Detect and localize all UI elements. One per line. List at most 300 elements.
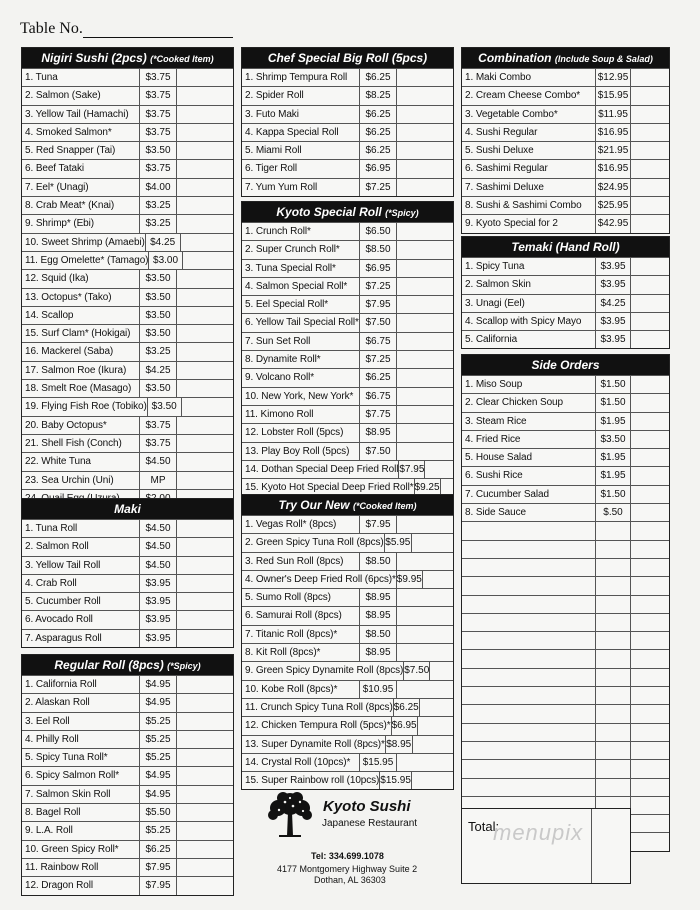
blank-cell (595, 559, 630, 576)
menu-item-row (462, 141, 669, 159)
menu-item-name: 10. Kobe Roll (8pcs)* (245, 683, 338, 695)
menu-item-name: 10. New York, New York* (245, 390, 354, 402)
menu-item-price: $4.25 (145, 234, 180, 251)
menu-item-name: 4. Sushi Regular (465, 126, 538, 138)
menu-item-name: 21. Shell Fish (Conch) (25, 437, 122, 449)
menu-item-price: $7.75 (359, 406, 396, 423)
blank-cell (630, 559, 669, 576)
menu-item-quantity-field (422, 571, 453, 588)
menu-item-row (22, 803, 233, 821)
chef-special-header (242, 48, 453, 68)
regular-roll-title: Regular Roll (8pcs) (54, 658, 164, 672)
menu-item-quantity-field (396, 333, 453, 350)
menu-item-name: 3. Steam Rice (465, 415, 527, 427)
menu-item-price: $5.25 (139, 822, 176, 839)
menu-item-name: 2. Cream Cheese Combo* (465, 90, 581, 102)
menu-item-name: 1. Crunch Roll* (245, 226, 311, 237)
menu-item-row (242, 771, 453, 789)
menu-item-name: 22. White Tuna (25, 456, 91, 468)
blank-cell (595, 742, 630, 759)
menu-item-price: $4.50 (139, 538, 176, 555)
menu-item-quantity-field (396, 553, 453, 570)
menu-item-quantity-field (396, 424, 453, 441)
menu-item-price: $6.25 (359, 369, 396, 386)
menu-item-price: $8.50 (359, 626, 396, 643)
menu-item-quantity-field (176, 435, 233, 452)
menu-item-row (22, 730, 233, 748)
menu-item-row (22, 858, 233, 876)
menu-item-row (242, 753, 453, 771)
menu-item-name: 12. Lobster Roll (5pcs) (245, 427, 344, 439)
menu-item-quantity-field (396, 142, 453, 159)
menu-item-row (242, 68, 453, 86)
blank-cell (630, 614, 669, 631)
side-orders-section (461, 354, 670, 852)
restaurant-address-line1: 4177 Montgomery Highway Suite 2 (277, 864, 418, 874)
menu-item-row (22, 748, 233, 766)
blank-cell (630, 596, 669, 613)
blank-row (462, 741, 669, 759)
menu-item-row (22, 105, 233, 123)
menu-item-row (22, 233, 233, 251)
menu-item-quantity-field (176, 557, 233, 574)
menu-item-name: 7. Eel* (Unagi) (25, 181, 89, 193)
menu-item-quantity-field (176, 749, 233, 766)
menu-item-name: 8. Side Sauce (465, 507, 526, 519)
blank-cell (630, 760, 669, 777)
menu-item-price: $3.25 (139, 197, 176, 214)
kyoto-special-note: (*Spicy) (385, 208, 419, 218)
menu-item-quantity-field (181, 398, 233, 415)
restaurant-subtitle: Japanese Restaurant (322, 818, 418, 829)
menu-item-quantity-field (630, 486, 669, 503)
menu-item-quantity-field (630, 449, 669, 466)
menu-item-row (22, 766, 233, 784)
menu-item-row (462, 257, 669, 275)
menu-item-row (242, 423, 453, 441)
menu-item-quantity-field (417, 717, 453, 734)
blank-cell (462, 650, 595, 667)
blank-cell (462, 614, 595, 631)
menu-item-price: $8.95 (385, 736, 412, 753)
watermark: menupix (493, 820, 584, 845)
maki-section (21, 498, 234, 648)
menu-item-row (22, 574, 233, 592)
menu-item-price: $3.75 (139, 160, 176, 177)
menu-item-price: $3.75 (139, 124, 176, 141)
menu-item-row (242, 368, 453, 386)
menu-item-name: 23. Sea Urchin (Uni) (25, 474, 114, 486)
menu-item-quantity-field (176, 731, 233, 748)
menu-item-row (462, 68, 669, 86)
menu-item-quantity-field (630, 467, 669, 484)
blank-cell (630, 650, 669, 667)
blank-cell (462, 577, 595, 594)
menu-item-quantity-field (396, 278, 453, 295)
blank-cell (462, 541, 595, 558)
menu-item-quantity-field (176, 877, 233, 894)
menu-item-price: $6.25 (393, 699, 419, 716)
menu-item-price: $16.95 (595, 124, 630, 141)
menu-item-row (462, 448, 669, 466)
menu-item-row (22, 251, 233, 269)
blank-row (462, 649, 669, 667)
menu-item-row (22, 159, 233, 177)
menu-item-row (22, 452, 233, 470)
menu-item-quantity-field (176, 453, 233, 470)
blank-row (462, 521, 669, 539)
total-label: Total: (468, 819, 500, 834)
menu-item-price: $8.95 (359, 607, 396, 624)
menu-item-price: $16.95 (595, 160, 630, 177)
menu-item-price: $7.25 (359, 278, 396, 295)
menu-item-name: 18. Smelt Roe (Masago) (25, 383, 132, 395)
blank-cell (630, 779, 669, 796)
menu-item-quantity-field (176, 767, 233, 784)
blank-row (462, 595, 669, 613)
menu-item-name: 7. Cucumber Salad (465, 488, 549, 500)
menu-item-quantity-field (176, 106, 233, 123)
menu-item-quantity-field (176, 362, 233, 379)
menu-item-price: $8.25 (359, 87, 396, 104)
menu-item-quantity-field (176, 307, 233, 324)
menu-item-price: $3.95 (139, 611, 176, 628)
menu-item-quantity-field (630, 276, 669, 293)
menu-item-row (242, 277, 453, 295)
menu-item-name: 2. Salmon Roll (25, 541, 89, 553)
menu-item-price: $4.25 (139, 362, 176, 379)
menu-item-quantity-field (396, 589, 453, 606)
menu-item-quantity-field (396, 607, 453, 624)
menu-item-quantity-field (176, 611, 233, 628)
menu-item-price: $1.95 (595, 413, 630, 430)
menu-item-row (462, 466, 669, 484)
menu-item-name: 14. Dothan Special Deep Fried Roll (245, 463, 399, 475)
blank-cell (630, 705, 669, 722)
menu-item-quantity-field (176, 380, 233, 397)
menu-item-quantity-field (630, 142, 669, 159)
menu-item-quantity-field (176, 822, 233, 839)
menu-item-row (242, 350, 453, 368)
blank-row (462, 668, 669, 686)
menu-item-row (242, 716, 453, 734)
menu-item-name: 10. Sweet Shrimp (Amaebi) (25, 236, 145, 248)
menu-item-quantity-field (411, 534, 453, 551)
menu-item-quantity-field (176, 215, 233, 232)
menu-item-quantity-field (630, 160, 669, 177)
menu-item-name: 9. Volcano Roll* (245, 372, 315, 384)
blank-cell (630, 724, 669, 741)
menu-item-row (462, 503, 669, 521)
menu-item-row (462, 485, 669, 503)
kyoto-special-section (241, 201, 454, 497)
chef-special-section (241, 47, 454, 197)
menu-item-row (22, 471, 233, 489)
menu-item-name: 4. Scallop with Spicy Mayo (465, 315, 582, 327)
menu-item-row (22, 397, 233, 415)
blank-cell (595, 724, 630, 741)
menu-item-row (22, 416, 233, 434)
menu-item-price: $4.50 (139, 557, 176, 574)
menu-item-row (22, 196, 233, 214)
menu-item-quantity-field (396, 179, 453, 196)
menu-item-name: 8. Bagel Roll (25, 807, 81, 819)
menu-item-price: $3.95 (139, 575, 176, 592)
menu-item-row (22, 675, 233, 693)
menu-item-price: $6.95 (359, 260, 396, 277)
menu-item-quantity-field (176, 472, 233, 489)
menu-item-row (242, 123, 453, 141)
menu-item-name: 4. Kappa Special Roll (245, 126, 339, 138)
menu-item-name: 14. Crystal Roll (10pcs)* (245, 756, 351, 768)
menu-item-row (242, 159, 453, 177)
menu-item-name: 9. Shrimp* (Ebi) (25, 218, 94, 230)
menu-item-name: 11. Kimono Roll (245, 408, 314, 420)
restaurant-logo-block (265, 790, 455, 890)
blank-row (462, 778, 669, 796)
menu-item-name: 1. Vegas Roll* (8pcs) (245, 519, 337, 530)
menu-item-row (242, 570, 453, 588)
menu-item-row (22, 693, 233, 711)
menu-item-price: $1.50 (595, 394, 630, 411)
blank-cell (462, 632, 595, 649)
menu-item-name: 2. Super Crunch Roll* (245, 244, 340, 256)
blank-row (462, 686, 669, 704)
menu-item-quantity-field (176, 417, 233, 434)
menu-item-name: 5. Spicy Tuna Roll* (25, 752, 108, 764)
menu-item-price: $3.50 (139, 380, 176, 397)
menu-item-quantity-field (630, 431, 669, 448)
menu-item-price: $1.50 (595, 376, 630, 393)
menu-item-name: 7. Sun Set Roll (245, 335, 311, 347)
blank-cell (595, 596, 630, 613)
menu-item-price: $3.00 (148, 252, 181, 269)
menu-item-price: $3.95 (139, 593, 176, 610)
menu-item-quantity-field (180, 234, 233, 251)
menu-item-name: 3. Tuna Special Roll* (245, 262, 336, 274)
menu-item-row (22, 214, 233, 232)
side-orders-header (462, 355, 669, 375)
menu-item-price: $7.95 (139, 859, 176, 876)
menu-item-quantity-field (630, 413, 669, 430)
menu-item-price: $24.95 (595, 179, 630, 196)
menu-item-quantity-field (176, 630, 233, 647)
try-new-header (242, 495, 453, 515)
blank-cell (462, 596, 595, 613)
menu-item-name: 3. Yellow Tail Roll (25, 559, 101, 571)
menu-item-price: $3.50 (139, 270, 176, 287)
menu-item-price: $7.95 (139, 877, 176, 894)
bonsai-tree-icon (265, 790, 315, 840)
menu-item-name: 2. Green Spicy Tuna Roll (8pcs) (245, 537, 384, 549)
blank-cell (595, 632, 630, 649)
menu-item-price: $5.50 (139, 804, 176, 821)
blank-row (462, 704, 669, 722)
blank-cell (595, 577, 630, 594)
nigiri-section (21, 47, 234, 508)
menu-item-price: $4.00 (139, 179, 176, 196)
menu-item-quantity-field (412, 736, 453, 753)
menu-item-name: 7. Titanic Roll (8pcs)* (245, 628, 338, 640)
menu-item-price: $7.95 (359, 516, 396, 533)
menu-item-quantity-field (176, 124, 233, 141)
menu-item-row (22, 324, 233, 342)
blank-cell (595, 669, 630, 686)
menu-item-name: 8. Crab Meat* (Knai) (25, 200, 115, 212)
menu-item-name: 16. Mackerel (Saba) (25, 346, 114, 358)
menu-item-quantity-field (396, 124, 453, 141)
menu-item-row (462, 430, 669, 448)
try-new-note: (*Cooked Item) (352, 501, 417, 511)
menu-item-price: $5.25 (139, 749, 176, 766)
menu-item-price: $4.95 (139, 767, 176, 784)
menu-item-quantity-field (176, 69, 233, 86)
menu-item-name: 6. Sashimi Regular (465, 163, 548, 175)
menu-item-quantity-field (396, 87, 453, 104)
menu-item-name: 4. Crab Roll (25, 577, 77, 589)
menu-item-price: $3.50 (139, 307, 176, 324)
menu-item-row (242, 698, 453, 716)
menu-item-quantity-field (396, 516, 453, 533)
blank-row (462, 613, 669, 631)
menu-item-row (242, 661, 453, 679)
menu-item-name: 1. Tuna Roll (25, 523, 78, 534)
table-number-field (20, 20, 233, 38)
menu-item-name: 5. Sumo Roll (8pcs) (245, 592, 331, 604)
menu-item-quantity-field (396, 69, 453, 86)
menu-item-price: $1.95 (595, 467, 630, 484)
menu-item-quantity-field (396, 388, 453, 405)
menu-item-price: $1.50 (595, 486, 630, 503)
menu-item-name: 12. Chicken Tempura Roll (5pcs)* (245, 720, 391, 732)
menu-item-name: 15. Surf Clam* (Hokigai) (25, 328, 131, 340)
menu-item-quantity-field (396, 351, 453, 368)
menu-item-quantity-field (396, 260, 453, 277)
menu-item-row (242, 313, 453, 331)
menu-item-price: $3.25 (139, 215, 176, 232)
menu-item-quantity-field (176, 160, 233, 177)
menu-item-row (22, 556, 233, 574)
menu-item-row (242, 295, 453, 313)
menu-item-price: $6.25 (139, 841, 176, 858)
menu-item-price: $5.95 (384, 534, 411, 551)
menu-item-name: 11. Egg Omelette* (Tamago) (25, 254, 149, 266)
menu-item-row (242, 625, 453, 643)
menu-item-quantity-field (396, 681, 453, 698)
menu-item-name: 5. California (465, 334, 518, 346)
blank-row (462, 631, 669, 649)
menu-item-quantity-field (630, 197, 669, 214)
menu-item-name: 5. Sushi Deluxe (465, 145, 534, 157)
menu-item-price: $1.95 (595, 449, 630, 466)
menu-item-quantity-field (396, 160, 453, 177)
menu-item-name: 9. Green Spicy Dynamite Roll (8pcs) (245, 665, 404, 677)
menu-item-price: $8.50 (359, 241, 396, 258)
menu-item-row (242, 515, 453, 533)
menu-item-quantity-field (396, 644, 453, 661)
menu-item-price: $21.95 (595, 142, 630, 159)
menu-item-name: 3. Red Sun Roll (8pcs) (245, 555, 344, 567)
menu-item-name: 3. Futo Maki (245, 108, 299, 120)
menu-item-quantity-field (630, 106, 669, 123)
menu-item-price: $8.95 (359, 589, 396, 606)
menu-item-quantity-field (396, 406, 453, 423)
menu-item-quantity-field (176, 343, 233, 360)
menu-item-price: $3.50 (139, 289, 176, 306)
menu-item-price: $3.75 (139, 87, 176, 104)
menu-item-name: 2. Clear Chicken Soup (465, 397, 563, 409)
combination-note: (Include Soup & Salad) (554, 54, 653, 64)
blank-cell (630, 833, 669, 850)
menu-item-price: $7.25 (359, 351, 396, 368)
blank-cell (630, 687, 669, 704)
nigiri-note: (*Cooked Item) (150, 54, 214, 64)
menu-item-row (462, 312, 669, 330)
menu-item-name: 1. Spicy Tuna (465, 261, 525, 272)
menu-item-price: $3.95 (595, 258, 630, 275)
menu-item-row (22, 821, 233, 839)
menu-item-name: 6. Tiger Roll (245, 163, 298, 175)
menu-item-price: $9.25 (414, 479, 440, 496)
menu-item-price: $8.95 (359, 424, 396, 441)
menu-item-name: 15. Super Rainbow roll (10pcs) (245, 775, 380, 787)
menu-item-price: $42.95 (595, 215, 630, 232)
temaki-section (461, 236, 670, 349)
menu-item-row (22, 840, 233, 858)
menu-item-name: 4. Philly Roll (25, 733, 79, 745)
menu-item-name: 5. Cucumber Roll (25, 596, 101, 608)
menu-item-name: 13. Super Dynamite Roll (8pcs)* (245, 738, 385, 750)
menu-item-name: 1. Maki Combo (465, 72, 531, 83)
blank-row (462, 723, 669, 741)
menu-item-row (22, 610, 233, 628)
menu-item-name: 5. Eel Special Roll* (245, 299, 329, 311)
menu-item-name: 6. Samurai Roll (8pcs) (245, 610, 342, 622)
menu-item-quantity-field (176, 786, 233, 803)
menu-item-price: $5.25 (139, 713, 176, 730)
menu-item-price: $25.95 (595, 197, 630, 214)
menu-item-name: 8. Sushi & Sashimi Combo (465, 200, 582, 212)
temaki-title: Temaki (Hand Roll) (511, 240, 620, 254)
menu-item-quantity-field (176, 676, 233, 693)
menu-item-quantity-field (630, 215, 669, 232)
menu-item-quantity-field (176, 804, 233, 821)
menu-item-name: 6. Yellow Tail Special Roll* (245, 317, 359, 329)
blank-cell (462, 687, 595, 704)
menu-item-row (242, 405, 453, 423)
menu-item-price: $6.75 (359, 333, 396, 350)
menu-item-quantity-field (396, 241, 453, 258)
restaurant-address-line2: Dothan, AL 36303 (314, 875, 386, 885)
menu-item-quantity-field (176, 694, 233, 711)
menu-item-price: $10.95 (359, 681, 396, 698)
menu-item-price: $4.95 (139, 786, 176, 803)
menu-item-row (242, 533, 453, 551)
menu-item-row (242, 680, 453, 698)
menu-item-row (22, 592, 233, 610)
temaki-header (462, 237, 669, 257)
blank-cell (630, 815, 669, 832)
menu-item-quantity-field (630, 87, 669, 104)
total-amount-field (591, 809, 630, 883)
menu-item-name: 3. Eel Roll (25, 715, 70, 727)
menu-item-price: $15.95 (379, 772, 411, 789)
regular-roll-header (22, 655, 233, 675)
menu-item-price: $15.95 (595, 87, 630, 104)
menu-item-row (242, 606, 453, 624)
menu-item-price: $3.75 (139, 106, 176, 123)
menu-item-price: $7.50 (359, 314, 396, 331)
